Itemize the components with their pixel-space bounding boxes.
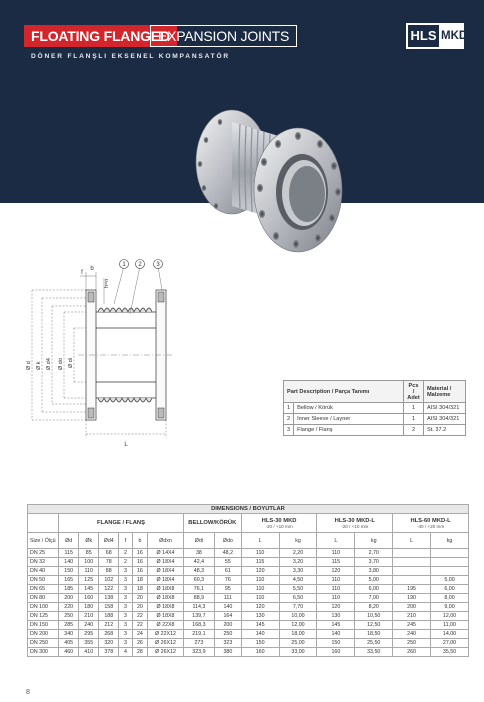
table-cell: 140 (215, 603, 242, 612)
table-cell: 3 (119, 612, 132, 621)
dim-label-hm: h=n (104, 278, 110, 288)
table-cell: 3 (119, 621, 132, 630)
table-cell: 18,00 (279, 630, 317, 639)
table-cell: 3,80 (355, 567, 393, 576)
table-cell: 268 (99, 630, 119, 639)
table-cell: 110 (241, 576, 279, 585)
column-header: Ødo (215, 533, 242, 549)
table-cell: 20 (132, 594, 148, 603)
table-row (28, 594, 469, 603)
table-cell: 200 (59, 594, 79, 603)
title-primary: FLOATING FLANGED (24, 25, 177, 47)
table-cell: 355 (79, 639, 99, 648)
table-cell (393, 567, 431, 576)
group-hls60: HLS-60 MKD-L -40 / +20 mm (393, 514, 469, 533)
table-cell: 2,20 (279, 549, 317, 558)
page-number: 8 (26, 689, 30, 696)
table-cell: 160 (79, 594, 99, 603)
table-cell: 323 (215, 639, 242, 648)
table-cell: 25,00 (279, 639, 317, 648)
table-cell: DN 40 (28, 567, 59, 576)
group-bellow: BELLOW/KÖRÜK (183, 514, 241, 533)
table-cell: 18,50 (355, 630, 393, 639)
table-row (28, 630, 469, 639)
table-cell (393, 558, 431, 567)
table-cell: 188 (99, 612, 119, 621)
dim-label-d: Ø d (26, 361, 32, 370)
table-row (28, 648, 469, 657)
parts-header-material: Material / Malzeme (424, 381, 466, 403)
table-cell: Ø 18X4 (148, 558, 184, 567)
table-cell: 410 (79, 648, 99, 657)
table-cell: DN 100 (28, 603, 59, 612)
table-cell: 285 (59, 621, 79, 630)
table-cell: Ø 14X4 (148, 549, 184, 558)
table-cell: 200 (393, 603, 431, 612)
table-cell: DN 50 (28, 576, 59, 585)
table-cell: 22 (132, 621, 148, 630)
table-cell: 24 (132, 630, 148, 639)
table-cell: DN 65 (28, 585, 59, 594)
table-cell: 88 (99, 567, 119, 576)
table-cell: 110 (317, 549, 355, 558)
table-cell: 110 (241, 549, 279, 558)
column-header: L (317, 533, 355, 549)
table-cell: 95 (215, 585, 242, 594)
table-cell: 6,00 (431, 585, 469, 594)
parts-table (283, 380, 466, 436)
table-cell: 48,2 (215, 549, 242, 558)
table-cell: 100 (79, 558, 99, 567)
table-row (28, 549, 469, 558)
brand-logo (406, 23, 468, 49)
column-header: b (132, 533, 148, 549)
table-cell: 12,00 (279, 621, 317, 630)
table-cell: 250 (59, 612, 79, 621)
group-hls30: HLS-30 MKD -20 / +10 mm (241, 514, 317, 533)
column-header: kg (355, 533, 393, 549)
group-flange: FLANGE / FLANŞ (59, 514, 184, 533)
table-row (28, 567, 469, 576)
title-secondary: EXPANSION JOINTS (150, 25, 297, 47)
table-cell: 18 (132, 585, 148, 594)
table-cell: 140 (317, 630, 355, 639)
table-cell: 11,00 (431, 621, 469, 630)
table-cell: 2 (119, 549, 132, 558)
table-cell: DN 150 (28, 621, 59, 630)
table-cell: 125 (79, 576, 99, 585)
table-cell: 33,00 (279, 648, 317, 657)
dimensions-title: DIMENSIONS / BOYUTLAR (28, 505, 469, 514)
table-cell: Ø 18X8 (148, 594, 184, 603)
table-cell: 8,20 (355, 603, 393, 612)
table-cell: 158 (99, 603, 119, 612)
column-headers (28, 533, 469, 549)
table-cell: 210 (393, 612, 431, 621)
dim-label-f: f (81, 270, 83, 276)
table-cell: 160 (317, 648, 355, 657)
product-image (180, 100, 350, 260)
column-header: L (393, 533, 431, 549)
logo-mkd: MKD (441, 30, 468, 42)
table-cell: 28 (132, 648, 148, 657)
table-cell: 3,70 (355, 558, 393, 567)
table-cell: 5,00 (355, 576, 393, 585)
table-cell: Ø 18X8 (148, 603, 184, 612)
table-cell: 3 (119, 567, 132, 576)
table-cell: 3 (119, 639, 132, 648)
table-cell: 33,50 (355, 648, 393, 657)
table-cell: 180 (79, 603, 99, 612)
table-cell: 16 (132, 558, 148, 567)
table-row (28, 585, 469, 594)
table-cell: DN 300 (28, 648, 59, 657)
table-cell: 115 (59, 549, 79, 558)
dimensions-table (27, 504, 469, 657)
table-cell: 76 (215, 576, 242, 585)
table-cell: 102 (99, 576, 119, 585)
table-cell: 150 (59, 567, 79, 576)
table-cell (431, 558, 469, 567)
table-cell: DN 200 (28, 630, 59, 639)
column-header: Ødxn (148, 533, 184, 549)
table-cell: 10,50 (355, 612, 393, 621)
subtitle: DÖNER FLANŞLI EKSENEL KOMPANSATÖR (31, 53, 230, 60)
column-header: Øk (79, 533, 99, 549)
table-cell: 3 (119, 576, 132, 585)
table-cell: 3 (119, 603, 132, 612)
table-cell: 38 (183, 549, 214, 558)
table-cell: 219,1 (183, 630, 214, 639)
table-cell: 460 (59, 648, 79, 657)
table-cell: 110 (241, 594, 279, 603)
dim-label-L: L (124, 442, 128, 448)
table-cell: 3,20 (279, 558, 317, 567)
table-row (28, 558, 469, 567)
table-cell: 68 (99, 549, 119, 558)
table-cell: 340 (59, 630, 79, 639)
table-cell: DN 80 (28, 594, 59, 603)
table-cell: 145 (241, 621, 279, 630)
table-cell: 320 (99, 639, 119, 648)
table-cell: 110 (241, 585, 279, 594)
table-cell: 145 (317, 621, 355, 630)
table-cell: Ø 26X12 (148, 648, 184, 657)
parts-row: 3 Flange / Flanş 2 St. 37.2 (284, 425, 466, 436)
table-cell: 76,1 (183, 585, 214, 594)
table-cell: 240 (393, 630, 431, 639)
table-cell: 110 (79, 567, 99, 576)
table-cell: 12,50 (355, 621, 393, 630)
table-cell: 7,70 (279, 603, 317, 612)
table-cell: 10,00 (279, 612, 317, 621)
table-row (28, 603, 469, 612)
table-cell: 140 (59, 558, 79, 567)
table-cell: 6,50 (279, 594, 317, 603)
table-cell: DN 125 (28, 612, 59, 621)
table-cell: Ø 22X12 (148, 630, 184, 639)
table-cell: 26 (132, 639, 148, 648)
column-header: L (241, 533, 279, 549)
table-cell: Ø 18X4 (148, 576, 184, 585)
table-cell: 145 (79, 585, 99, 594)
table-cell: 3 (119, 630, 132, 639)
table-cell: 110 (317, 585, 355, 594)
table-cell (393, 549, 431, 558)
table-cell: 165 (59, 576, 79, 585)
parts-row: 1 Bellow / Körük 1 AISI 304/321 (284, 403, 466, 414)
column-header: kg (279, 533, 317, 549)
table-cell: Ø 22X8 (148, 621, 184, 630)
table-cell: 250 (215, 630, 242, 639)
technical-drawing (18, 258, 218, 456)
table-cell: 14,00 (431, 630, 469, 639)
table-row (28, 621, 469, 630)
table-cell: 78 (99, 558, 119, 567)
table-cell: Ø 18X8 (148, 585, 184, 594)
table-cell: 122 (99, 585, 119, 594)
table-cell (431, 549, 469, 558)
table-cell (393, 576, 431, 585)
table-cell: 138 (99, 594, 119, 603)
table-cell: 250 (393, 639, 431, 648)
table-cell: 2 (119, 558, 132, 567)
table-cell: 115 (241, 558, 279, 567)
table-cell: 12,00 (431, 612, 469, 621)
table-cell: 120 (241, 567, 279, 576)
table-cell: 3,30 (279, 567, 317, 576)
table-cell: 130 (317, 612, 355, 621)
table-cell: 85 (79, 549, 99, 558)
table-cell: 120 (317, 567, 355, 576)
table-cell: 42,4 (183, 558, 214, 567)
table-cell: 240 (79, 621, 99, 630)
table-cell: 273 (183, 639, 214, 648)
dim-label-do: Ø do (58, 358, 64, 370)
table-cell: DN 25 (28, 549, 59, 558)
table-cell: 55 (215, 558, 242, 567)
column-header: Ød4 (99, 533, 119, 549)
table-cell: Ø 26X12 (148, 639, 184, 648)
table-cell: 150 (317, 639, 355, 648)
table-row (28, 639, 469, 648)
table-cell: 120 (317, 603, 355, 612)
group-hls30l: HLS-30 MKD-L -20 / +10 mm (317, 514, 393, 533)
table-cell (431, 567, 469, 576)
table-cell: 35,50 (431, 648, 469, 657)
table-cell: 164 (215, 612, 242, 621)
table-cell: 212 (99, 621, 119, 630)
table-cell: 48,3 (183, 567, 214, 576)
table-cell: 210 (79, 612, 99, 621)
table-cell: 195 (393, 585, 431, 594)
dim-label-k: Ø k (36, 361, 42, 370)
table-cell: 378 (99, 648, 119, 657)
table-cell: 9,00 (431, 603, 469, 612)
table-cell: 130 (241, 612, 279, 621)
parts-header-desc: Part Description / Parça Tanımı (284, 381, 404, 403)
parts-header-pcs: Pcs / Adet (404, 381, 424, 403)
table-cell: 168,3 (183, 621, 214, 630)
table-row (28, 612, 469, 621)
table-cell: 260 (393, 648, 431, 657)
table-cell: 380 (215, 648, 242, 657)
table-cell: 139,7 (183, 612, 214, 621)
table-cell: 22 (132, 612, 148, 621)
table-cell: 150 (241, 639, 279, 648)
table-cell: 18 (132, 576, 148, 585)
table-cell: 120 (241, 603, 279, 612)
table-cell: 295 (79, 630, 99, 639)
table-cell: 160 (241, 648, 279, 657)
table-cell: 16 (132, 549, 148, 558)
column-header: f (119, 533, 132, 549)
table-cell: 200 (215, 621, 242, 630)
table-row (28, 576, 469, 585)
callout-1: 1 (122, 262, 126, 268)
table-cell: 2,70 (355, 549, 393, 558)
dim-label-di: Ø di (68, 357, 74, 368)
table-cell: 185 (59, 585, 79, 594)
table-cell: 3 (119, 594, 132, 603)
table-cell: 88,9 (183, 594, 214, 603)
table-cell: 60,3 (183, 576, 214, 585)
column-header: kg (431, 533, 469, 549)
parts-row: 2 Inner Sleeve / Layner 1 AISI 304/321 (284, 414, 466, 425)
dim-label-b: b (90, 266, 94, 272)
callout-3: 3 (156, 262, 160, 268)
table-cell: 245 (393, 621, 431, 630)
table-cell: DN 250 (28, 639, 59, 648)
table-cell: 140 (241, 630, 279, 639)
table-cell: 110 (317, 576, 355, 585)
table-cell: 6,00 (355, 585, 393, 594)
table-cell: 7,00 (355, 594, 393, 603)
table-cell: 110 (317, 594, 355, 603)
table-cell: 323,9 (183, 648, 214, 657)
table-cell: 115 (317, 558, 355, 567)
table-cell: 25,50 (355, 639, 393, 648)
table-cell: 20 (132, 603, 148, 612)
table-cell: 4 (119, 648, 132, 657)
table-cell: DN 32 (28, 558, 59, 567)
callout-2: 2 (138, 262, 142, 268)
table-cell: 220 (59, 603, 79, 612)
table-cell: 5,00 (431, 576, 469, 585)
table-cell: 5,50 (279, 585, 317, 594)
dim-label-d4: Ø d4 (46, 358, 52, 370)
table-cell: Ø 18X4 (148, 567, 184, 576)
table-cell: 16 (132, 567, 148, 576)
table-cell: 111 (215, 594, 242, 603)
table-cell: 8,00 (431, 594, 469, 603)
table-cell: Ø 18X8 (148, 612, 184, 621)
table-cell: 405 (59, 639, 79, 648)
column-header: Size / Ölçü (28, 533, 59, 549)
column-header: Ød (59, 533, 79, 549)
table-cell: 3 (119, 585, 132, 594)
logo-hls: HLS (408, 25, 439, 47)
table-cell: 61 (215, 567, 242, 576)
table-cell: 4,50 (279, 576, 317, 585)
table-cell: 114,3 (183, 603, 214, 612)
table-cell: 27,00 (431, 639, 469, 648)
column-header: Ødi (183, 533, 214, 549)
table-cell: 190 (393, 594, 431, 603)
